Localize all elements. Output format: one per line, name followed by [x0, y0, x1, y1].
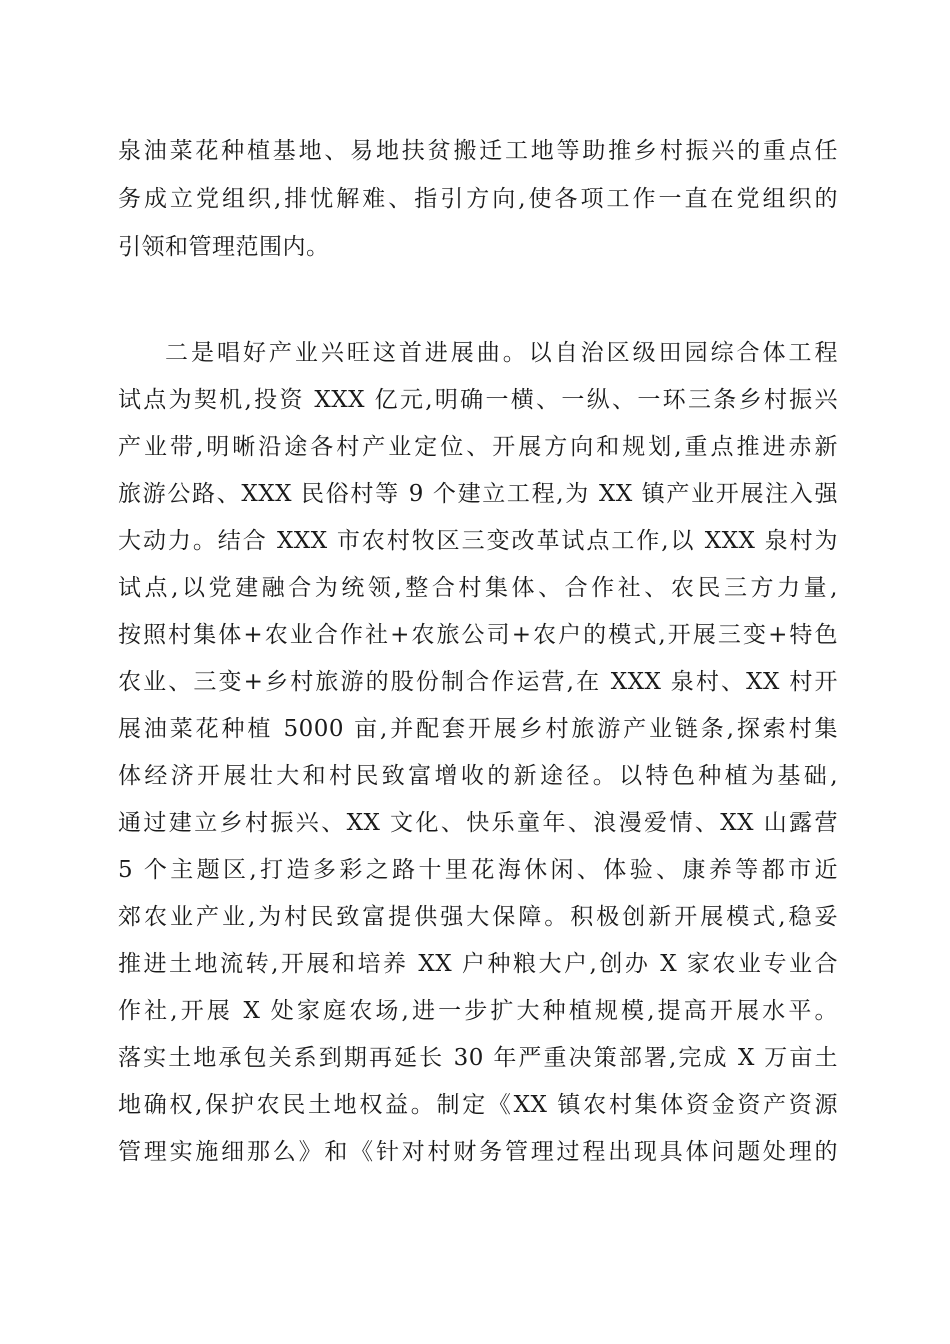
paragraph-2-line-17: 地确权,保护农民土地权益。制定《XX 镇农村集体资金资产资源: [118, 1092, 838, 1118]
paragraph-2-line-8: 农业、三变+乡村旅游的股份制合作运营,在 XXX 泉村、XX 村开: [118, 669, 838, 695]
paragraph-2-line-3: 产业带,明晰沿途各村产业定位、开展方向和规划,重点推进赤新: [118, 434, 838, 460]
paragraph-2-line-12: 5 个主题区,打造多彩之路十里花海休闲、体验、康养等都市近: [118, 857, 838, 883]
paragraph-1-line-2: 务成立党组织,排忧解难、指引方向,使各项工作一直在党组织的: [118, 186, 838, 212]
paragraph-2-line-7: 按照村集体+农业合作社+农旅公司+农户的模式,开展三变+特色: [118, 622, 838, 648]
paragraph-1-line-3: 引领和管理范围内。: [118, 234, 330, 260]
paragraph-2-line-2: 试点为契机,投资 XXX 亿元,明确一横、一纵、一环三条乡村振兴: [118, 387, 838, 413]
paragraph-2-line-5: 大动力。结合 XXX 市农村牧区三变改革试点工作,以 XXX 泉村为: [118, 528, 838, 554]
paragraph-2-line-6: 试点,以党建融合为统领,整合村集体、合作社、农民三方力量,: [118, 575, 838, 601]
paragraph-2-line-11: 通过建立乡村振兴、XX 文化、快乐童年、浪漫爱情、XX 山露营: [118, 810, 838, 836]
paragraph-2-line-18: 管理实施细那么》和《针对村财务管理过程出现具体问题处理的: [118, 1139, 838, 1165]
paragraph-2-line-10: 体经济开展壮大和村民致富增收的新途径。以特色种植为基础,: [118, 763, 838, 789]
paragraph-2-line-15: 作社,开展 X 处家庭农场,进一步扩大种植规模,提高开展水平。: [118, 998, 838, 1024]
paragraph-2-line-13: 郊农业产业,为村民致富提供强大保障。积极创新开展模式,稳妥: [118, 904, 838, 930]
paragraph-2-line-16: 落实土地承包关系到期再延长 30 年严重决策部署,完成 X 万亩土: [118, 1045, 838, 1071]
paragraph-2-line-14: 推进土地流转,开展和培养 XX 户种粮大户,创办 X 家农业专业合: [118, 951, 838, 977]
paragraph-2-line-4: 旅游公路、XXX 民俗村等 9 个建立工程,为 XX 镇产业开展注入强: [118, 481, 838, 507]
paragraph-1-line-1: 泉油菜花种植基地、易地扶贫搬迁工地等助推乡村振兴的重点任: [118, 138, 838, 164]
paragraph-2-line-1: 二是唱好产业兴旺这首进展曲。以自治区级田园综合体工程: [165, 340, 838, 366]
paragraph-2-line-9: 展油菜花种植 5000 亩,并配套开展乡村旅游产业链条,探索村集: [118, 716, 838, 742]
